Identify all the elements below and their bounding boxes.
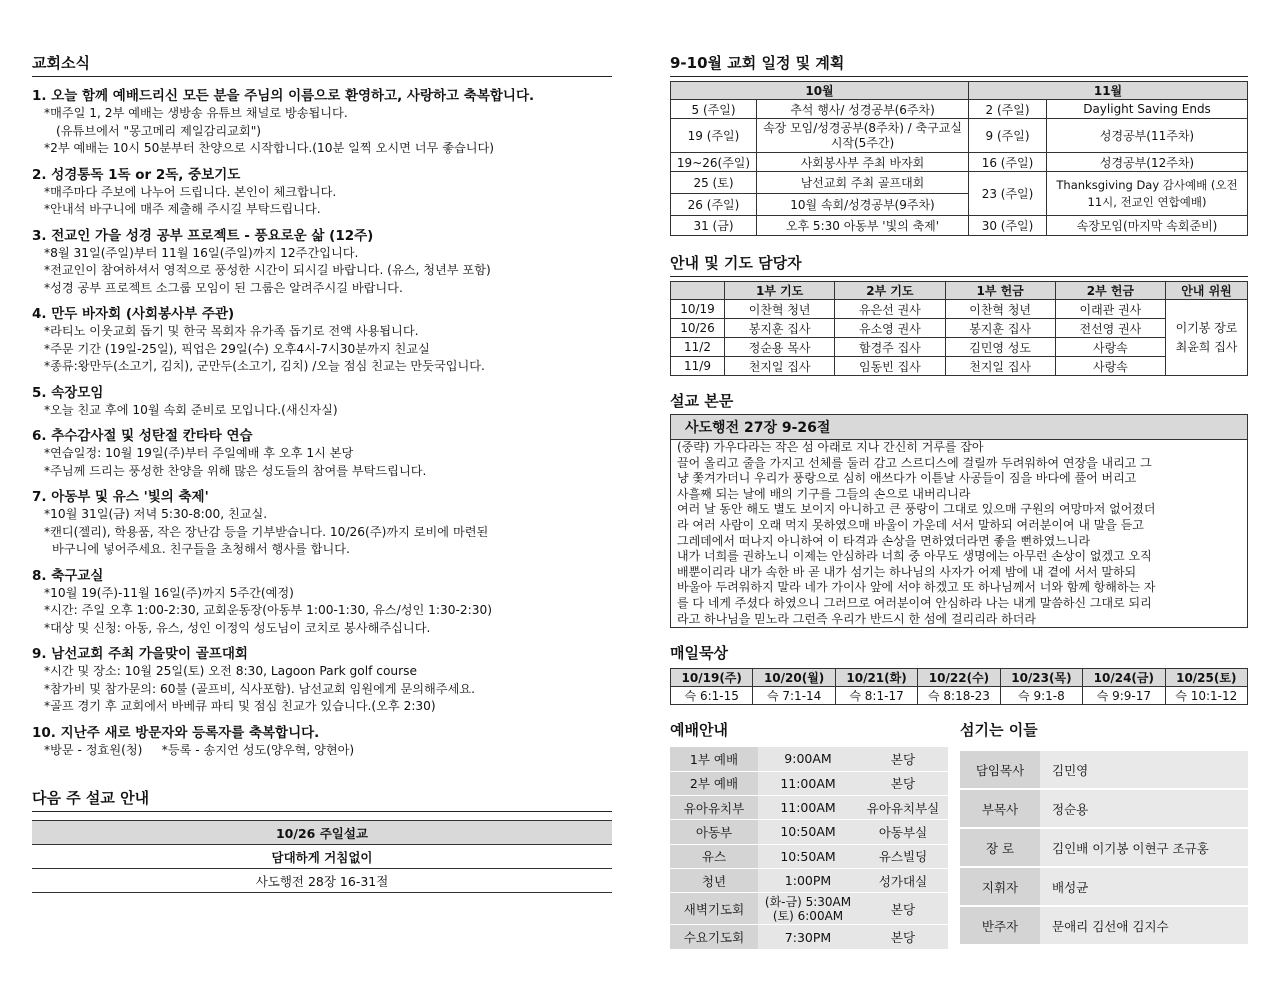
duty-header: 2부 헌금: [1055, 282, 1165, 300]
left-column: [32, 0, 612, 893]
news-item-line: *매주일 1, 2부 예배는 생방송 유튜브 채널로 방송됩니다.: [44, 106, 348, 120]
table-row: [671, 300, 1248, 319]
services-title: 예배안내: [670, 721, 728, 740]
news-item-heading: 3. 전교인 가을 성경 공부 프로젝트 - 풍요로운 삶 (12주): [32, 227, 374, 244]
sermon-line: 라고 하나님을 믿노라 그런즉 우리가 반드시 한 섬에 걸리리라 하더라: [677, 611, 1036, 626]
news-item-line: *라티노 이웃교회 돕기 및 한국 목회자 유가족 돕기로 전액 사용됩니다.: [44, 324, 419, 338]
next-sermon-scripture: 사도행전 28장 16-31절: [32, 869, 612, 893]
table-row: [670, 771, 948, 795]
duty-cell: 김민영 성도: [945, 338, 1055, 357]
table-row: [670, 820, 948, 844]
news-item-heading: 5. 속장모임: [32, 384, 104, 401]
staff-names: 김민영: [1040, 751, 1248, 789]
service-time: 1:00PM: [758, 869, 858, 893]
schedule-date: 30 (주일): [969, 216, 1047, 236]
staff-role: 장 로: [960, 828, 1040, 867]
news-item: [32, 724, 612, 760]
schedule-event: 성경공부(12주차): [1047, 153, 1248, 172]
duty-title: 안내 및 기도 담당자: [670, 252, 1248, 277]
sermon-line: 여러 날 동안 해도 별도 보이지 아니하고 큰 풍랑이 그대로 있으매 구원의 여망마저 없어졌더: [677, 502, 1156, 517]
devotion-reading: 슥 6:1-15: [671, 687, 753, 705]
news-item-heading: 4. 만두 바자회 (사회봉사부 주관): [32, 306, 235, 322]
news-item: [32, 166, 612, 219]
staff-section: [960, 719, 1248, 946]
news-item-line: *2부 예배는 10시 50분부터 찬양으로 시작합니다.(10분 일찍 오시면 너무 좋습니다): [44, 141, 495, 155]
table-row: [671, 119, 1248, 153]
table-row: [960, 828, 1248, 867]
table-row: [671, 687, 1248, 705]
news-item: [32, 305, 612, 376]
table-row: [671, 338, 1248, 357]
devotion-day: 10/23(목): [1000, 669, 1082, 687]
service-time: 10:50AM: [758, 844, 858, 868]
news-item-heading: 1. 오늘 함께 예배드리신 모든 분을 주님의 이름으로 환영하고, 사랑하고 축복합니다.: [32, 88, 535, 104]
news-item-line: *대상 및 신청: 아동, 유스, 성인 이정익 성도님이 코치로 봉사해주십니다.: [44, 620, 431, 635]
duty-date: 10/26: [671, 319, 725, 338]
duty-guide-name: 최윤희 집사: [1175, 339, 1238, 354]
next-sermon-name: 담대하게 거침없이: [32, 845, 612, 869]
table-row: [960, 789, 1248, 828]
schedule-date: 19 (주일): [671, 119, 757, 153]
service-name: 아동부: [670, 820, 758, 844]
services-table: [670, 747, 948, 950]
service-time: 7:30PM: [758, 925, 858, 949]
service-time: 10:50AM: [758, 820, 858, 844]
schedule-nov-header: 11월: [969, 82, 1248, 100]
devotion-reading: 슥 7:1-14: [753, 687, 835, 705]
duty-cell: 사랑속: [1055, 357, 1165, 376]
schedule-event: Daylight Saving Ends: [1047, 100, 1248, 119]
schedule-event: 추석 행사/ 성경공부(6주차): [757, 100, 969, 119]
schedule-event: 10월 속회/성경공부(9주차): [757, 194, 969, 216]
service-name: 유스: [670, 844, 758, 868]
duty-header: 1부 헌금: [945, 282, 1055, 300]
duty-header: [671, 282, 725, 300]
schedule-oct-header: 10월: [671, 82, 969, 100]
sermon-line: (중략) 가우다라는 작은 섬 아래로 지나 간신히 거루를 잡아: [677, 440, 984, 454]
news-item: [32, 645, 612, 716]
news-list: [32, 87, 612, 759]
devotion-table: [670, 668, 1248, 705]
devotion-day: 10/24(금): [1083, 669, 1165, 687]
service-name: 청년: [670, 869, 758, 893]
staff-title: 섬기는 이들: [960, 721, 1038, 740]
schedule-date: 9 (주일): [969, 119, 1047, 153]
news-item-heading: 7. 아동부 및 유스 '빛의 축제': [32, 489, 209, 505]
table-row: [960, 906, 1248, 945]
news-item-line: *10월 19(주)-11월 16일(주)까지 5주간(예정): [44, 585, 294, 600]
news-title: 교회소식: [32, 52, 612, 77]
duty-cell: 봉지훈 집사: [725, 319, 835, 338]
schedule-event: 오후 5:30 아동부 '빛의 축제': [757, 216, 969, 236]
staff-names: 문애리 김선애 김지수: [1040, 906, 1248, 945]
news-item: [32, 567, 612, 638]
table-row: [671, 319, 1248, 338]
table-row: [670, 925, 948, 949]
news-item-line: *방문 - 정효원(청) *등록 - 송지언 성도(양우혁, 양현아): [44, 742, 355, 757]
news-item-line: *시간: 주일 오후 1:00-2:30, 교회운동장(아동부 1:00-1:30, 유스/성인 1:30-2:30): [44, 603, 493, 617]
table-row: [670, 747, 948, 771]
news-item: [32, 488, 612, 559]
duty-cell: 사랑속: [1055, 338, 1165, 357]
news-item-line: *주문 기간 (19일-25일), 픽업은 29일(수) 오후4시-7시30분까지 친교실: [44, 341, 430, 356]
staff-role: 담임목사: [960, 751, 1040, 789]
schedule-title: 9-10월 교회 일정 및 계획: [670, 52, 1248, 77]
news-item-line: *캔디(젤리), 학용품, 작은 장난감 등을 기부받습니다. 10/26(주)까지 로비에 마련된: [44, 524, 489, 539]
news-item-heading: 9. 남선교회 주최 가을맞이 골프대회: [32, 646, 248, 662]
sermon-box: [670, 414, 1248, 628]
sermon-title: 설교 본문: [670, 392, 734, 410]
news-item-line: *성경 공부 프로젝트 소그룹 모임이 된 그룹은 알려주시길 바랍니다.: [44, 280, 403, 295]
duty-cell: 천지일 집사: [945, 357, 1055, 376]
news-item: [32, 227, 612, 298]
table-row: [671, 357, 1248, 376]
duty-cell: 유은선 권사: [835, 300, 945, 319]
duty-date: 11/9: [671, 357, 725, 376]
table-row: [670, 869, 948, 893]
service-time: [758, 893, 858, 925]
news-item-line: *참가비 및 참가문의: 60불 (골프비, 식사포함). 남선교회 임원에게 문의해주세요.: [44, 681, 476, 696]
next-sermon-title: 다음 주 설교 안내: [32, 787, 612, 812]
devotion-reading: 슥 10:1-12: [1165, 687, 1247, 705]
schedule-date: 16 (주일): [969, 153, 1047, 172]
table-row: [670, 795, 948, 819]
service-name: 수요기도회: [670, 925, 758, 949]
duty-cell: 유소영 권사: [835, 319, 945, 338]
news-item-line: *전교인이 참여하셔서 영적으로 풍성한 시간이 되시길 바랍니다. (유스, 청년부 포함): [44, 263, 491, 277]
devotion-day: 10/19(주): [671, 669, 753, 687]
devotion-day: 10/25(토): [1165, 669, 1247, 687]
schedule-date: 31 (금): [671, 216, 757, 236]
news-item-line: 바구니에 넣어주세요. 친구들을 초청해서 행사를 합니다.: [52, 542, 350, 556]
duty-cell: 함경주 집사: [835, 338, 945, 357]
news-item-line: *8월 31일(주일)부터 11월 16일(주일)까지 12주간입니다.: [44, 245, 359, 260]
services-section: [670, 719, 948, 950]
service-name: 2부 예배: [670, 771, 758, 795]
duty-header: 2부 기도: [835, 282, 945, 300]
schedule-event: 성경공부(11주차): [1047, 119, 1248, 153]
service-place: 본당: [858, 771, 948, 795]
news-item-heading: 8. 축구교실: [32, 567, 104, 584]
sermon-line: 그레데에서 떠나지 아니하여 이 타격과 손상을 면하였더라면 좋을 뻔하였느니라: [677, 533, 1091, 548]
service-time: 11:00AM: [758, 771, 858, 795]
duty-cell: 천지일 집사: [725, 357, 835, 376]
schedule-event: 속장 모임/성경공부(8주차) / 축구교실 시작(5주간): [757, 119, 969, 153]
table-row: [671, 216, 1248, 236]
schedule-event: Thanksgiving Day 감사예배 (오전 11시, 전교인 연합예배): [1047, 172, 1248, 216]
service-name: 1부 예배: [670, 747, 758, 771]
sermon-line: 끌어 올리고 줄을 가지고 선체를 둘러 감고 스르디스에 걸릴까 두려워하여 연장을 내리고 그: [677, 455, 1152, 470]
sermon-line: 배뿐이리라 내가 속한 바 곧 내가 섬기는 하나님의 사자가 어제 밤에 내 곁에 서서 말하되: [677, 564, 1137, 579]
table-row: [670, 844, 948, 868]
news-item: [32, 384, 612, 420]
staff-role: 부목사: [960, 789, 1040, 828]
schedule-event: 속장모임(마지막 속회준비): [1047, 216, 1248, 236]
schedule-event: 사회봉사부 주최 바자회: [757, 153, 969, 172]
sermon-line: 내가 너희를 권하노니 이제는 안심하라 너희 중 아무도 생명에는 아무런 손상이 없겠고 오직: [677, 549, 1152, 564]
duty-cell: 이래관 권사: [1055, 300, 1165, 319]
schedule-table: [670, 81, 1248, 236]
devotion-reading: 슥 8:1-17: [835, 687, 917, 705]
duty-cell: 정순용 목사: [725, 338, 835, 357]
service-time: 9:00AM: [758, 747, 858, 771]
news-item: [32, 87, 612, 158]
service-place: 아동부실: [858, 820, 948, 844]
staff-names: 정순용: [1040, 789, 1248, 828]
service-place: 유아유치부실: [858, 795, 948, 819]
news-item-line: *오늘 친교 후에 10월 속회 준비로 모입니다.(새신자실): [44, 402, 338, 417]
devotion-reading: 슥 9:1-8: [1000, 687, 1082, 705]
duty-cell: 전선영 권사: [1055, 319, 1165, 338]
service-time-line: (토) 6:00AM: [772, 908, 844, 923]
service-name: 유아유치부: [670, 795, 758, 819]
news-item-line: *연습일정: 10월 19일(주)부터 주일예배 후 오후 1시 본당: [44, 446, 354, 460]
sermon-text: [671, 440, 1247, 627]
service-place: 본당: [858, 925, 948, 949]
duty-table: [670, 281, 1248, 376]
news-item-heading: 2. 성경통독 1독 or 2독, 중보기도: [32, 166, 241, 183]
sermon-scripture: 사도행전 27장 9-26절: [671, 415, 1247, 440]
service-time: 11:00AM: [758, 795, 858, 819]
devotion-reading: 슥 9:9-17: [1083, 687, 1165, 705]
table-row: [671, 153, 1248, 172]
sermon-line: 바울아 두려워하지 말라 네가 가이사 앞에 서야 하겠고 또 하나님께서 너와 함께 항해하는 자: [677, 580, 1156, 595]
sermon-line: 냥 쫓겨가더니 우리가 풍랑으로 심히 애쓰다가 이튿날 사공들이 짐을 바다에 풀어 버리고: [677, 471, 1137, 486]
sermon-line: 라 여러 사람이 오래 먹지 못하였으매 바울이 가운데 서서 말하되 여러분이여 내 말을 듣고: [677, 517, 1144, 532]
news-item-line: *골프 경기 후 교회에서 바베큐 파티 및 점심 친교가 있습니다.(오후 2:30): [44, 699, 436, 713]
table-row: [671, 172, 1248, 194]
service-place: 본당: [858, 747, 948, 771]
duty-date: 10/19: [671, 300, 725, 319]
service-place: 성가대실: [858, 869, 948, 893]
table-row: [671, 100, 1248, 119]
next-sermon-table: [32, 820, 612, 893]
right-column: [670, 0, 1248, 949]
news-item-line: *시간 및 장소: 10월 25일(토) 오전 8:30, Lagoon Park golf course: [44, 664, 418, 678]
news-item: [32, 427, 612, 480]
table-row: [960, 751, 1248, 789]
schedule-date: 19~26(주일): [671, 153, 757, 172]
service-place: 본당: [858, 893, 948, 925]
bottom-row: [670, 719, 1248, 949]
devotion-title: 매일묵상: [670, 644, 728, 663]
sermon-line: 를 다 네게 주셨다 하였으니 그러므로 여러분이여 안심하라 나는 내게 말씀하신 그대로 되리: [677, 595, 1152, 610]
table-row: [960, 867, 1248, 906]
schedule-date: 23 (주일): [969, 172, 1047, 216]
service-name: 새벽기도회: [670, 893, 758, 925]
schedule-date: 25 (토): [671, 172, 757, 194]
schedule-date: 26 (주일): [671, 194, 757, 216]
devotion-day: 10/22(수): [918, 669, 1000, 687]
news-item-line: *안내석 바구니에 매주 제출해 주시길 부탁드립니다.: [44, 202, 321, 216]
duty-date: 11/2: [671, 338, 725, 357]
duty-cell: 봉지훈 집사: [945, 319, 1055, 338]
schedule-event: 남선교회 주최 골프대회: [757, 172, 969, 194]
staff-table: [960, 751, 1248, 946]
duty-cell: 이찬혁 청년: [945, 300, 1055, 319]
duty-cell: 이찬혁 청년: [725, 300, 835, 319]
service-place: 유스빌딩: [858, 844, 948, 868]
next-sermon-date: 10/26 주일설교: [32, 821, 612, 845]
news-item-heading: 10. 지난주 새로 방문자와 등록자를 축복합니다.: [32, 724, 320, 741]
devotion-reading: 슥 8:18-23: [918, 687, 1000, 705]
staff-role: 반주자: [960, 906, 1040, 945]
news-item-line: *10월 31일(금) 저녁 5:30-8:00, 친교실.: [44, 507, 268, 521]
duty-header: 1부 기도: [725, 282, 835, 300]
duty-cell: 임동빈 집사: [835, 357, 945, 376]
news-item-heading: 6. 추수감사절 및 성탄절 칸타타 연습: [32, 428, 253, 444]
news-item-line: *종류:왕만두(소고기, 김치), 군만두(소고기, 김치) /오늘 점심 친교는 만둣국입니다.: [44, 359, 485, 373]
sermon-line: 사흘째 되는 날에 배의 기구를 그들의 손으로 내버리니라: [677, 486, 971, 501]
duty-guide-name: 이기봉 장로: [1175, 320, 1238, 335]
devotion-day: 10/21(화): [835, 669, 917, 687]
service-time-line: (화-금) 5:30AM: [764, 894, 852, 909]
staff-role: 지휘자: [960, 867, 1040, 906]
devotion-day: 10/20(월): [753, 669, 835, 687]
news-item-line: *매주마다 주보에 나누어 드립니다. 본인이 체크합니다.: [44, 184, 337, 199]
schedule-date: 5 (주일): [671, 100, 757, 119]
duty-header: 안내 위원: [1166, 282, 1248, 300]
news-item-line: *주님께 드리는 풍성한 찬양을 위해 많은 성도들의 참여를 부탁드립니다.: [44, 463, 427, 478]
table-row: [670, 893, 948, 925]
staff-names: 김인배 이기봉 이현구 조규홍: [1040, 828, 1248, 867]
news-item-line: (유튜브에서 "몽고메리 제일감리교회"): [56, 123, 262, 138]
schedule-date: 2 (주일): [969, 100, 1047, 119]
duty-guides: [1166, 300, 1248, 376]
staff-names: 배성균: [1040, 867, 1248, 906]
